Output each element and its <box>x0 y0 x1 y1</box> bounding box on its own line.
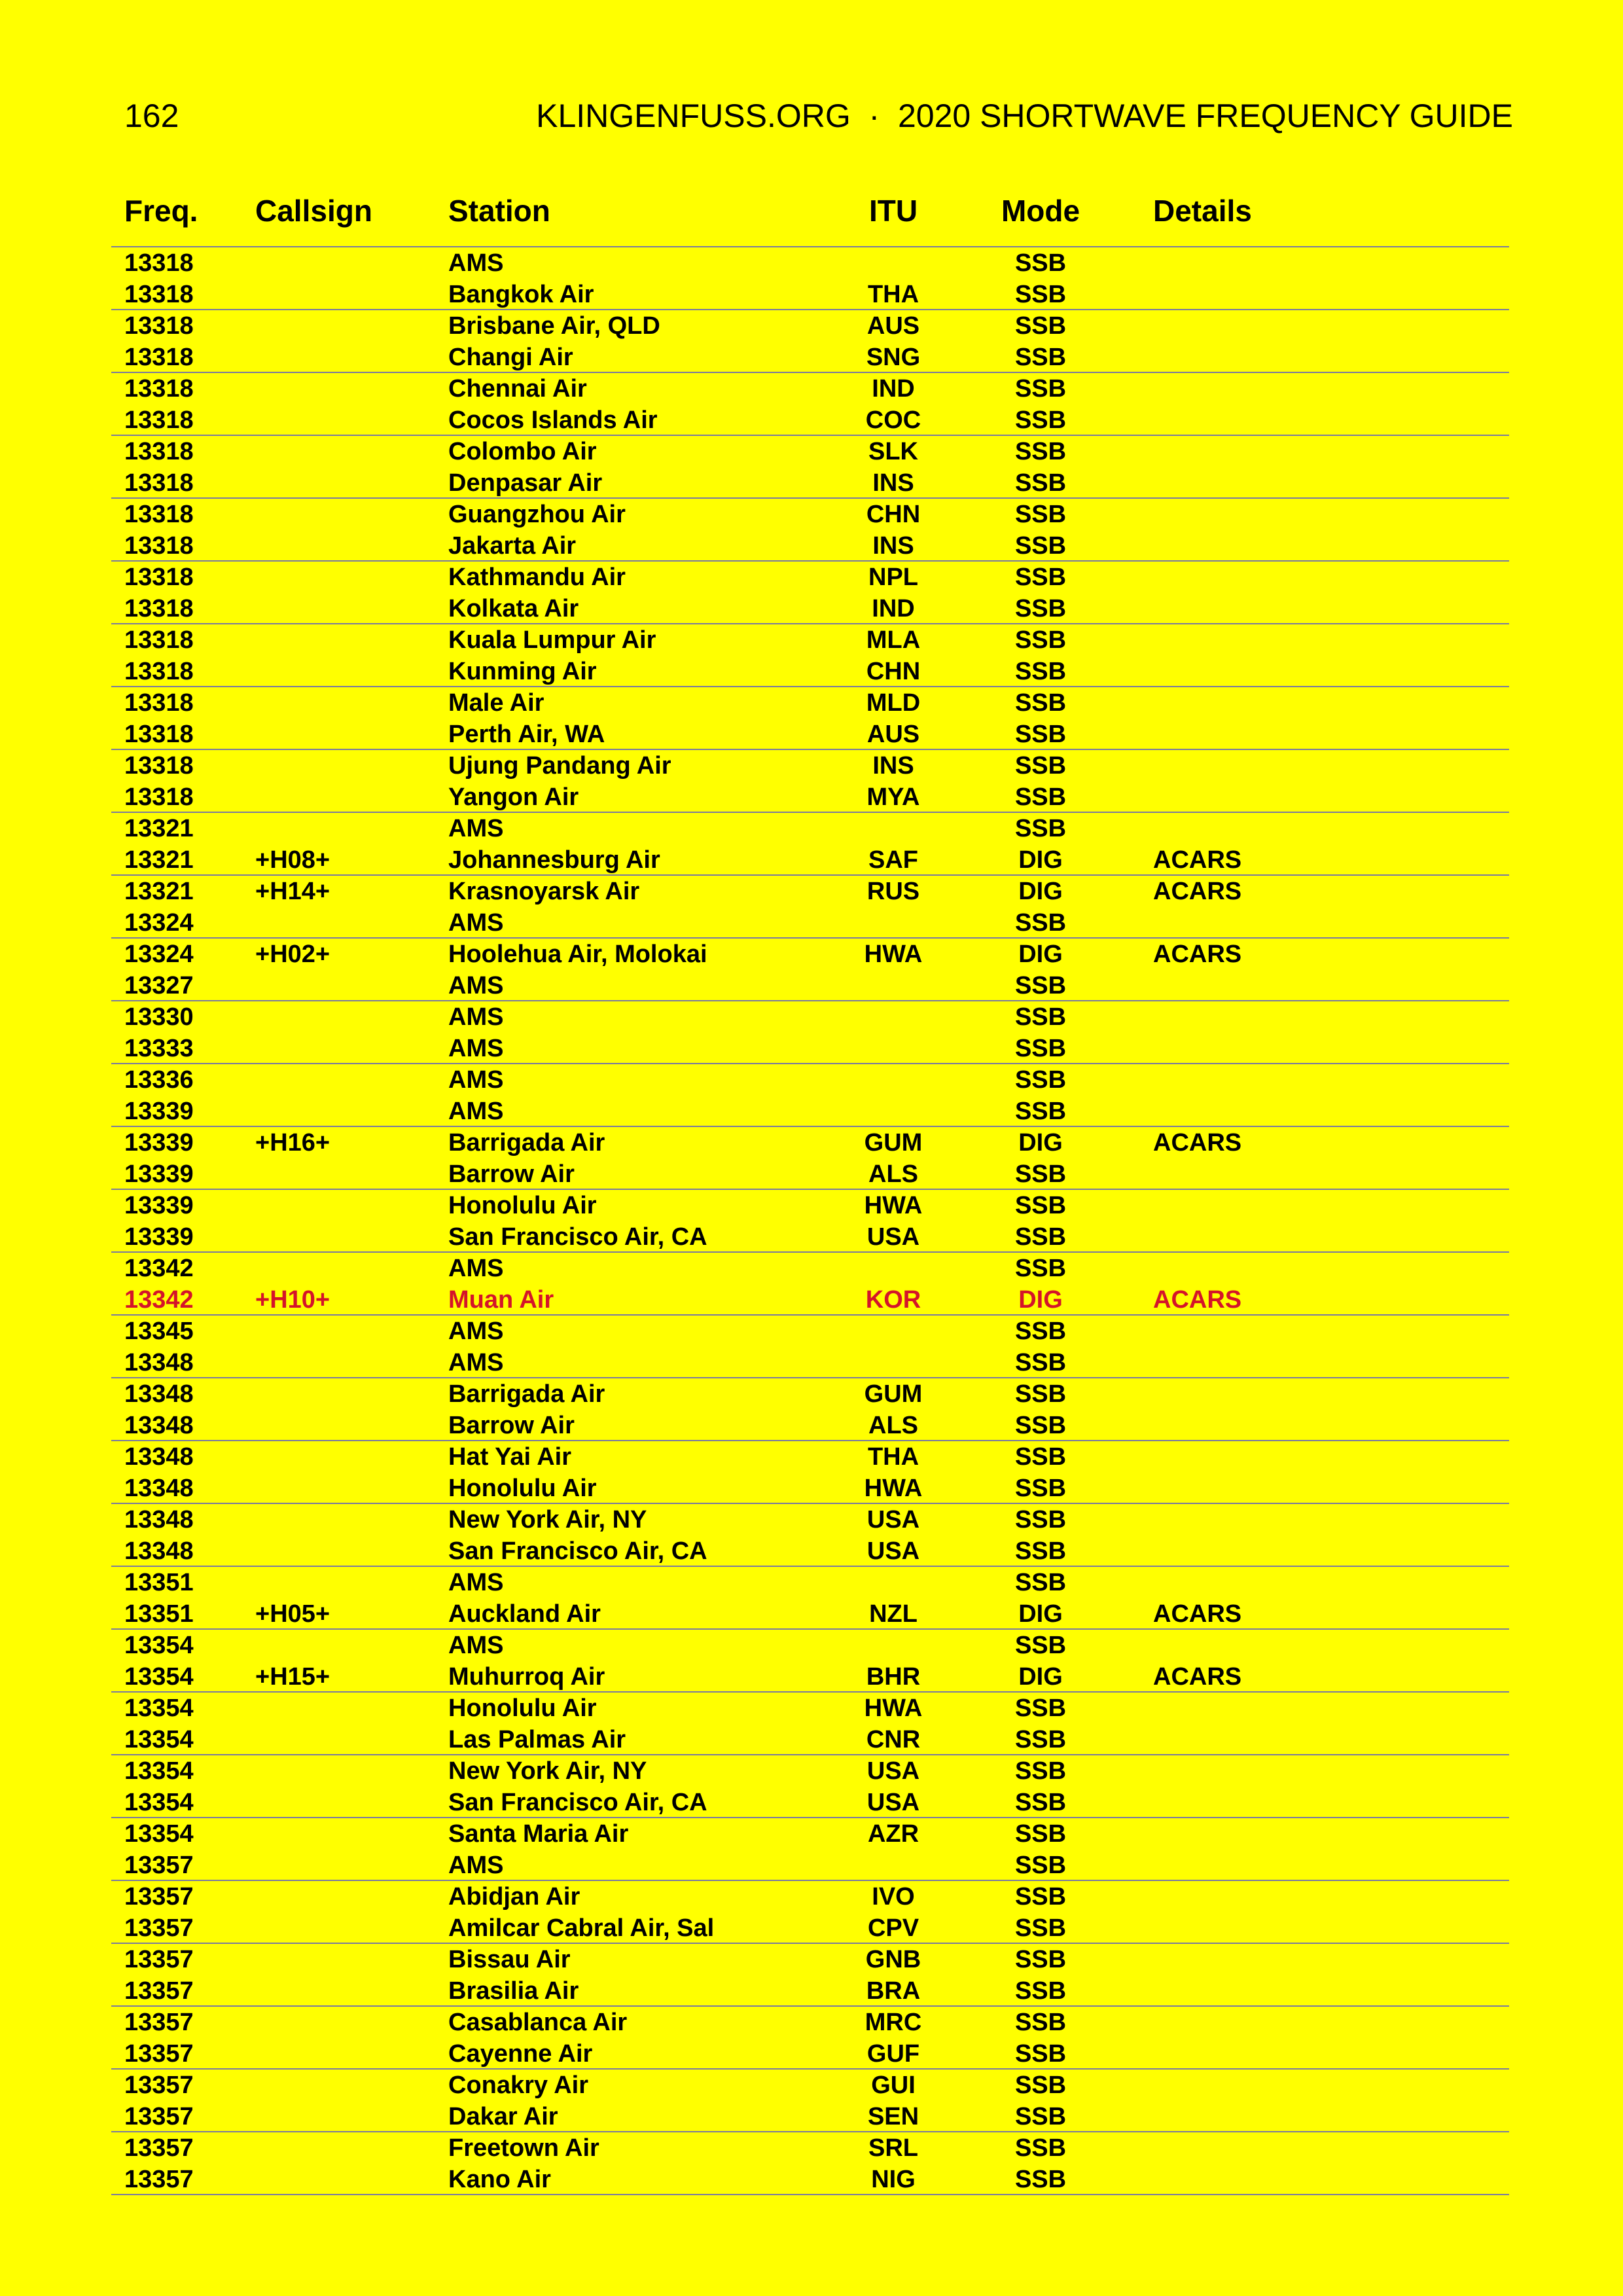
table-row: 13354 Las Palmas Air CNR SSB <box>111 1724 1509 1755</box>
station-cell: Freetown Air <box>448 2134 599 2162</box>
table-row: 13318 Male Air MLD SSB <box>111 687 1509 719</box>
freq-cell: 13348 <box>124 1380 194 1408</box>
station-cell: Male Air <box>448 689 544 717</box>
station-cell: Barrow Air <box>448 1160 575 1188</box>
freq-cell: 13354 <box>124 1695 194 1722</box>
table-row: 13318 Yangon Air MYA SSB <box>111 781 1509 813</box>
station-cell: AMS <box>448 249 504 277</box>
freq-cell: 13318 <box>124 375 194 403</box>
freq-cell: 13354 <box>124 1726 194 1753</box>
freq-cell: 13348 <box>124 1475 194 1502</box>
station-cell: Honolulu Air <box>448 1192 597 1219</box>
station-cell: Jakarta Air <box>448 532 577 560</box>
details-cell: ACARS <box>1153 846 1242 874</box>
station-cell: Johannesburg Air <box>448 846 660 874</box>
freq-cell: 13354 <box>124 1663 194 1691</box>
station-cell: AMS <box>448 1632 504 1659</box>
station-cell: Colombo Air <box>448 438 597 465</box>
details-cell: ACARS <box>1153 1129 1242 1157</box>
freq-cell: 13330 <box>124 1003 194 1031</box>
freq-cell: 13348 <box>124 1412 194 1439</box>
station-cell: Chennai Air <box>448 375 587 403</box>
station-cell: Honolulu Air <box>448 1695 597 1722</box>
station-cell: Barrigada Air <box>448 1380 605 1408</box>
freq-cell: 13318 <box>124 281 194 308</box>
callsign-cell: +H02+ <box>255 941 330 968</box>
station-cell: Las Palmas Air <box>448 1726 626 1753</box>
freq-cell: 13357 <box>124 1852 194 1879</box>
table-row: 13348 Barrow Air ALS SSB <box>111 1410 1509 1441</box>
station-cell: AMS <box>448 909 504 937</box>
station-cell: AMS <box>448 1349 504 1376</box>
station-cell: Changi Air <box>448 344 573 371</box>
table-row: 13327 AMS SSB <box>111 970 1509 1001</box>
station-cell: AMS <box>448 815 504 842</box>
table-row: 13333 AMS SSB <box>111 1033 1509 1064</box>
station-cell: Hat Yai Air <box>448 1443 571 1471</box>
callsign-cell: +H05+ <box>255 1600 330 1628</box>
table-row: 13321 +H14+ Krasnoyarsk Air RUS DIG ACARS <box>111 876 1509 907</box>
freq-cell: 13339 <box>124 1223 194 1251</box>
station-cell: Krasnoyarsk Air <box>448 878 640 905</box>
table-row: 13351 +H05+ Auckland Air NZL DIG ACARS <box>111 1598 1509 1630</box>
station-cell: Bangkok Air <box>448 281 594 308</box>
station-cell: Muhurroq Air <box>448 1663 605 1691</box>
freq-cell: 13318 <box>124 344 194 371</box>
freq-cell: 13357 <box>124 2134 194 2162</box>
freq-cell: 13345 <box>124 1318 194 1345</box>
freq-cell: 13342 <box>124 1286 194 1314</box>
station-cell: San Francisco Air, CA <box>448 1789 707 1816</box>
station-cell: Kunming Air <box>448 658 597 685</box>
table-row: 13336 AMS SSB <box>111 1064 1509 1096</box>
table-row: 13357 Casablanca Air MRC SSB <box>111 2007 1509 2038</box>
callsign-cell: +H10+ <box>255 1286 330 1314</box>
station-cell: AMS <box>448 1318 504 1345</box>
table-row: 13339 San Francisco Air, CA USA SSB <box>111 1221 1509 1253</box>
table-row: 13357 Freetown Air SRL SSB <box>111 2132 1509 2164</box>
table-row: 13318 Jakarta Air INS SSB <box>111 530 1509 562</box>
station-cell: Cayenne Air <box>448 2040 593 2068</box>
table-row: 13318 Cocos Islands Air COC SSB <box>111 404 1509 436</box>
table-row: 13318 Perth Air, WA AUS SSB <box>111 719 1509 750</box>
table-row: 13354 AMS SSB <box>111 1630 1509 1661</box>
table-row: 13348 Barrigada Air GUM SSB <box>111 1378 1509 1410</box>
freq-cell: 13318 <box>124 501 194 528</box>
table-row: 13321 +H08+ Johannesburg Air SAF DIG ACARS <box>111 844 1509 876</box>
station-cell: Kolkata Air <box>448 595 579 622</box>
station-cell: AMS <box>448 1569 504 1596</box>
page-number: 162 <box>124 98 179 134</box>
table-row: 13348 Honolulu Air HWA SSB <box>111 1473 1509 1504</box>
table-row: 13348 Hat Yai Air THA SSB <box>111 1441 1509 1473</box>
column-header-callsign: Callsign <box>255 194 372 228</box>
table-row: 13318 Bangkok Air THA SSB <box>111 279 1509 310</box>
callsign-cell: +H08+ <box>255 846 330 874</box>
freq-cell: 13339 <box>124 1098 194 1125</box>
freq-cell: 13321 <box>124 815 194 842</box>
table-row: 13321 AMS SSB <box>111 813 1509 844</box>
table-row: 13318 Denpasar Air INS SSB <box>111 467 1509 499</box>
station-cell: Cocos Islands Air <box>448 406 658 434</box>
table-row: 13318 Kolkata Air IND SSB <box>111 593 1509 624</box>
details-cell: ACARS <box>1153 941 1242 968</box>
table-row: 13330 AMS SSB <box>111 1001 1509 1033</box>
station-cell: Conakry Air <box>448 2072 588 2099</box>
station-cell: Dakar Air <box>448 2103 558 2130</box>
column-header-details: Details <box>1153 194 1252 228</box>
table-row: 13354 +H15+ Muhurroq Air BHR DIG ACARS <box>111 1661 1509 1693</box>
table-row: 13357 Kano Air NIG SSB <box>111 2164 1509 2195</box>
station-cell: AMS <box>448 972 504 999</box>
freq-cell: 13357 <box>124 2072 194 2099</box>
table-row: 13354 Santa Maria Air AZR SSB <box>111 1818 1509 1850</box>
table-row: 13357 AMS SSB <box>111 1850 1509 1881</box>
station-cell: Kathmandu Air <box>448 564 626 591</box>
freq-cell: 13318 <box>124 752 194 780</box>
table-row: 13339 Honolulu Air HWA SSB <box>111 1190 1509 1221</box>
station-cell: Brasilia Air <box>448 1977 579 2005</box>
freq-cell: 13357 <box>124 1883 194 1910</box>
station-cell: Denpasar Air <box>448 469 603 497</box>
freq-cell: 13318 <box>124 658 194 685</box>
table-row: 13324 AMS SSB <box>111 907 1509 939</box>
freq-cell: 13318 <box>124 249 194 277</box>
details-cell: ACARS <box>1153 1663 1242 1691</box>
freq-cell: 13318 <box>124 312 194 340</box>
table-row: 13318 AMS SSB <box>111 247 1509 279</box>
station-cell: Kano Air <box>448 2166 551 2193</box>
table-row: 13357 Bissau Air GNB SSB <box>111 1944 1509 1975</box>
freq-cell: 13318 <box>124 469 194 497</box>
table-row: 13357 Amilcar Cabral Air, Sal CPV SSB <box>111 1912 1509 1944</box>
table-row: 13348 AMS SSB <box>111 1347 1509 1378</box>
station-cell: AMS <box>448 1098 504 1125</box>
callsign-cell: +H14+ <box>255 878 330 905</box>
freq-cell: 13318 <box>124 532 194 560</box>
callsign-cell: +H16+ <box>255 1129 330 1157</box>
freq-cell: 13324 <box>124 909 194 937</box>
freq-cell: 13357 <box>124 2166 194 2193</box>
freq-cell: 13318 <box>124 783 194 811</box>
table-row: 13318 Kunming Air CHN SSB <box>111 656 1509 687</box>
freq-cell: 13321 <box>124 878 194 905</box>
station-cell: San Francisco Air, CA <box>448 1537 707 1565</box>
station-cell: AMS <box>448 1035 504 1062</box>
table-row: 13318 Brisbane Air, QLD AUS SSB <box>111 310 1509 342</box>
station-cell: AMS <box>448 1255 504 1282</box>
table-row: 13342 AMS SSB <box>111 1253 1509 1284</box>
freq-cell: 13339 <box>124 1160 194 1188</box>
details-cell: ACARS <box>1153 1286 1242 1314</box>
station-cell: Bissau Air <box>448 1946 571 1973</box>
table-row: 13345 AMS SSB <box>111 1316 1509 1347</box>
table-row: 13318 Ujung Pandang Air INS SSB <box>111 750 1509 781</box>
table-row: 13357 Conakry Air GUI SSB <box>111 2070 1509 2101</box>
freq-cell: 13324 <box>124 941 194 968</box>
column-header-freq: Freq. <box>124 194 198 228</box>
station-cell: Amilcar Cabral Air, Sal <box>448 1914 715 1942</box>
table-row: 13357 Dakar Air SEN SSB <box>111 2101 1509 2132</box>
table-row: 13354 Honolulu Air HWA SSB <box>111 1693 1509 1724</box>
freq-cell: 13354 <box>124 1757 194 1785</box>
table-row: 13348 San Francisco Air, CA USA SSB <box>111 1535 1509 1567</box>
freq-cell: 13321 <box>124 846 194 874</box>
station-cell: Yangon Air <box>448 783 579 811</box>
freq-cell: 13348 <box>124 1506 194 1534</box>
station-cell: Santa Maria Air <box>448 1820 629 1848</box>
table-row: 13318 Kuala Lumpur Air MLA SSB <box>111 624 1509 656</box>
details-cell: ACARS <box>1153 1600 1242 1628</box>
table-row: 13357 Cayenne Air GUF SSB <box>111 2038 1509 2070</box>
table-row: 13339 Barrow Air ALS SSB <box>111 1158 1509 1190</box>
station-cell: Casablanca Air <box>448 2009 628 2036</box>
table-row: 13324 +H02+ Hoolehua Air, Molokai HWA DIG ACARS <box>111 939 1509 970</box>
station-cell: Ujung Pandang Air <box>448 752 671 780</box>
freq-cell: 13348 <box>124 1443 194 1471</box>
freq-cell: 13333 <box>124 1035 194 1062</box>
freq-cell: 13357 <box>124 2040 194 2068</box>
freq-cell: 13336 <box>124 1066 194 1094</box>
details-cell: ACARS <box>1153 878 1242 905</box>
table-row: 13318 Guangzhou Air CHN SSB <box>111 499 1509 530</box>
table-row: 13318 Kathmandu Air NPL SSB <box>111 562 1509 593</box>
station-cell: Muan Air <box>448 1286 554 1314</box>
freq-cell: 13354 <box>124 1820 194 1848</box>
station-cell: New York Air, NY <box>448 1757 647 1785</box>
freq-cell: 13327 <box>124 972 194 999</box>
table-row: 13318 Changi Air SNG SSB <box>111 342 1509 373</box>
freq-cell: 13357 <box>124 2009 194 2036</box>
station-cell: Brisbane Air, QLD <box>448 312 660 340</box>
freq-cell: 13354 <box>124 1789 194 1816</box>
freq-cell: 13357 <box>124 1977 194 2005</box>
freq-cell: 13318 <box>124 438 194 465</box>
station-cell: AMS <box>448 1852 504 1879</box>
station-cell: New York Air, NY <box>448 1506 647 1534</box>
station-cell: Perth Air, WA <box>448 721 605 748</box>
freq-cell: 13318 <box>124 564 194 591</box>
station-cell: AMS <box>448 1066 504 1094</box>
freq-cell: 13351 <box>124 1569 194 1596</box>
table-row: 13357 Brasilia Air BRA SSB <box>111 1975 1509 2007</box>
freq-cell: 13318 <box>124 689 194 717</box>
freq-cell: 13348 <box>124 1537 194 1565</box>
table-row: 13357 Abidjan Air IVO SSB <box>111 1881 1509 1912</box>
frequency-table <box>111 246 1509 2195</box>
table-row: 13351 AMS SSB <box>111 1567 1509 1598</box>
station-cell: Abidjan Air <box>448 1883 580 1910</box>
table-row: 13318 Chennai Air IND SSB <box>111 373 1509 404</box>
station-cell: San Francisco Air, CA <box>448 1223 707 1251</box>
table-row: 13342 +H10+ Muan Air KOR DIG ACARS <box>111 1284 1509 1316</box>
table-row: 13318 Colombo Air SLK SSB <box>111 436 1509 467</box>
table-row: 13339 +H16+ Barrigada Air GUM DIG ACARS <box>111 1127 1509 1158</box>
station-cell: Guangzhou Air <box>448 501 626 528</box>
callsign-cell: +H15+ <box>255 1663 330 1691</box>
freq-cell: 13339 <box>124 1192 194 1219</box>
freq-cell: 13348 <box>124 1349 194 1376</box>
freq-cell: 13357 <box>124 2103 194 2130</box>
freq-cell: 13318 <box>124 721 194 748</box>
freq-cell: 13318 <box>124 595 194 622</box>
freq-cell: 13357 <box>124 1946 194 1973</box>
freq-cell: 13318 <box>124 626 194 654</box>
table-row: 13339 AMS SSB <box>111 1096 1509 1127</box>
table-row: 13354 San Francisco Air, CA USA SSB <box>111 1787 1509 1818</box>
table-row: 13354 New York Air, NY USA SSB <box>111 1755 1509 1787</box>
station-cell: Hoolehua Air, Molokai <box>448 941 707 968</box>
station-cell: AMS <box>448 1003 504 1031</box>
running-title: KLINGENFUSS.ORG · 2020 SHORTWAVE FREQUENCY GUIDE <box>536 98 1513 134</box>
station-cell: Barrigada Air <box>448 1129 605 1157</box>
freq-cell: 13354 <box>124 1632 194 1659</box>
table-row: 13348 New York Air, NY USA SSB <box>111 1504 1509 1535</box>
freq-cell: 13342 <box>124 1255 194 1282</box>
column-header-station: Station <box>448 194 550 228</box>
station-cell: Kuala Lumpur Air <box>448 626 656 654</box>
station-cell: Barrow Air <box>448 1412 575 1439</box>
freq-cell: 13351 <box>124 1600 194 1628</box>
freq-cell: 13339 <box>124 1129 194 1157</box>
freq-cell: 13357 <box>124 1914 194 1942</box>
station-cell: Honolulu Air <box>448 1475 597 1502</box>
freq-cell: 13318 <box>124 406 194 434</box>
station-cell: Auckland Air <box>448 1600 601 1628</box>
